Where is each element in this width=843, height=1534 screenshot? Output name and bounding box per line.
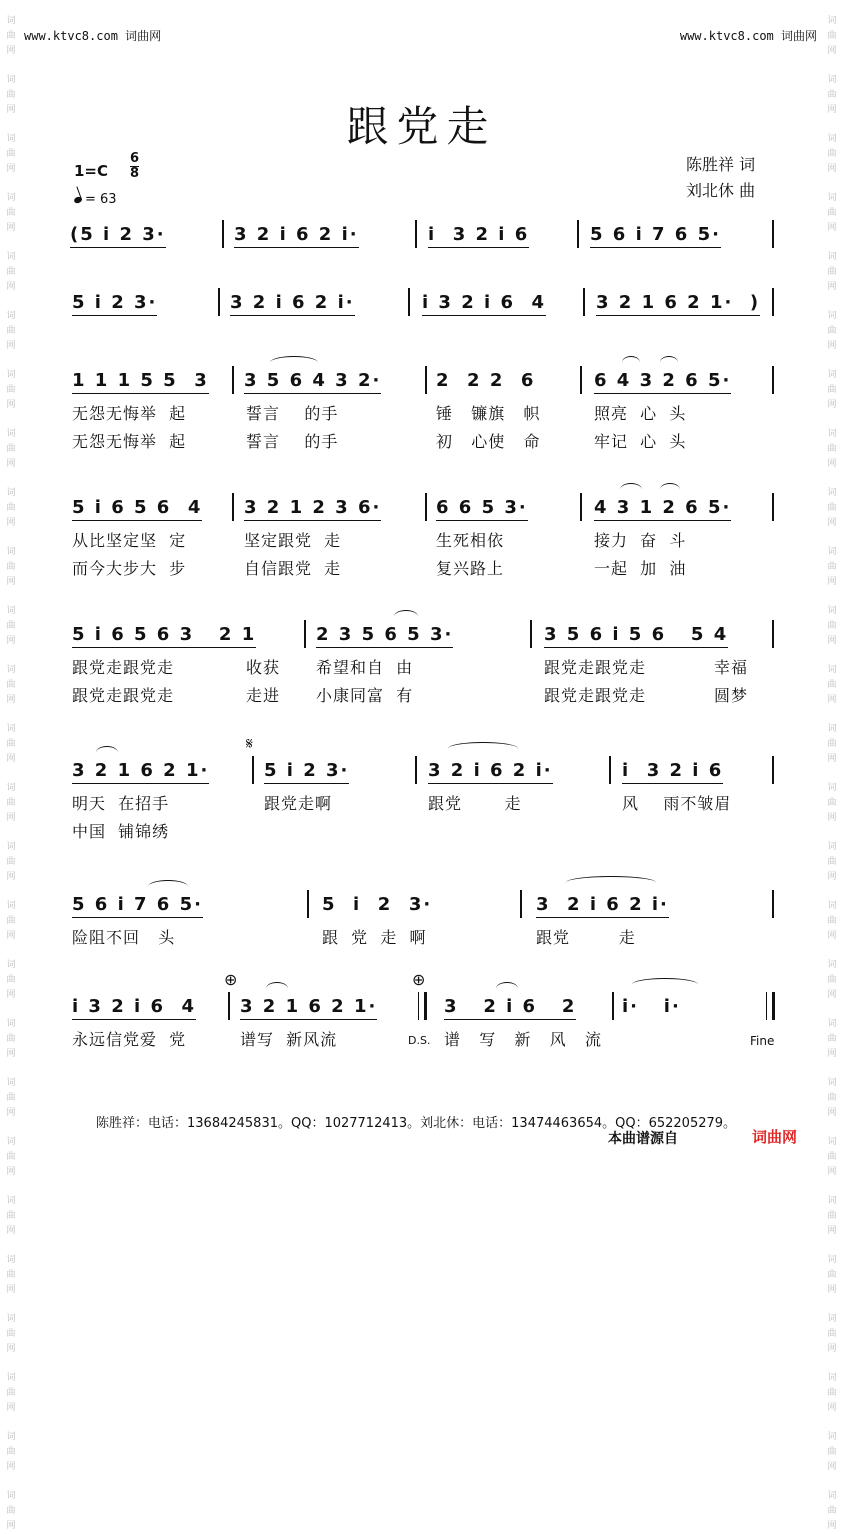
- watermark-text: 词 曲 网: [6, 134, 16, 174]
- barline: [580, 493, 582, 521]
- lyric: 誓言 的手: [246, 404, 339, 423]
- watermark-text: 词 曲 网: [827, 783, 837, 823]
- barline: [228, 992, 230, 1020]
- lyric: 谱写 新风流: [240, 1030, 338, 1049]
- watermark-text: 词 曲 网: [6, 1491, 16, 1531]
- barline: [520, 890, 522, 918]
- watermark-text: 词 曲 网: [6, 1432, 16, 1472]
- lyricist-credit: 陈胜祥 词: [686, 155, 756, 174]
- watermark-text: 词 曲 网: [6, 429, 16, 469]
- watermark-text: 词 曲 网: [827, 1196, 837, 1236]
- slur: [448, 742, 518, 755]
- lyric: 希望和自 由: [316, 658, 414, 677]
- watermark-text: 词 曲 网: [6, 1255, 16, 1295]
- lyric: 跟党走跟党走: [544, 658, 647, 677]
- watermark-text: 词 曲 网: [827, 1373, 837, 1413]
- measure: 3 2 1 6 2 1·: [240, 996, 377, 1020]
- barline: [307, 890, 309, 918]
- slur: [96, 746, 118, 759]
- watermark-text: 词 曲 网: [827, 1314, 837, 1354]
- watermark-text: 词 曲 网: [827, 134, 837, 174]
- key-signature: 1=C: [74, 162, 109, 180]
- measure: 1 1 1 5 5 3: [72, 370, 209, 394]
- slur: [394, 610, 418, 623]
- source-label: 本曲谱源自: [608, 1131, 678, 1147]
- lyrics-row-6b: [0, 819, 843, 841]
- barline: [232, 366, 234, 394]
- composer-credit: 刘北休 曲: [686, 181, 756, 200]
- time-signature: [130, 152, 139, 181]
- measure: 2 3 5 6 5 3·: [316, 624, 453, 648]
- measure: (5 i 2 3·: [70, 224, 166, 248]
- ds-mark: D.S.: [408, 1034, 431, 1047]
- watermark-text: 词 曲 网: [827, 1078, 837, 1118]
- lyric: 照亮 心 头: [594, 404, 687, 423]
- lyric: 险阻不回 头: [72, 928, 176, 947]
- final-barline: [766, 992, 775, 1020]
- barline: [772, 620, 774, 648]
- measure: 6 4 3 2 6 5·: [594, 370, 731, 394]
- lyric: 跟党 走: [428, 794, 522, 813]
- tempo-value: = 63: [85, 192, 117, 207]
- slur: [660, 483, 680, 496]
- lyrics-row-7a: [0, 925, 843, 947]
- watermark-text: 词 曲 网: [827, 75, 837, 115]
- watermark-text: 词 曲 网: [827, 842, 837, 882]
- measure: 2 2 2 6: [436, 370, 536, 391]
- watermark-text: 词 曲 网: [6, 252, 16, 292]
- watermark-text: 词 曲 网: [6, 1137, 16, 1177]
- lyric: 跟党 走: [536, 928, 636, 947]
- barline: [612, 992, 614, 1020]
- slur: [620, 483, 642, 496]
- watermark-text: 词 曲 网: [827, 252, 837, 292]
- watermark-text: 词 曲 网: [6, 901, 16, 941]
- watermark-text: 词 曲 网: [827, 370, 837, 410]
- barline: [772, 756, 774, 784]
- measure: 5 i 6 5 6 4: [72, 497, 202, 521]
- lyric: 无怨无悔举 起: [72, 432, 187, 451]
- segno-icon: 𝄋: [246, 734, 253, 753]
- watermark-text: 词 曲 网: [6, 1019, 16, 1059]
- slur: [632, 978, 698, 991]
- lyric: 跟党走啊: [264, 794, 333, 813]
- watermark-text: 词 曲 网: [827, 724, 837, 764]
- measure: 3 2 1 2 3 6·: [244, 497, 381, 521]
- slur: [622, 356, 640, 369]
- watermark-text: 词 曲 网: [6, 311, 16, 351]
- lyric: 中国 铺锦绣: [72, 822, 170, 841]
- lyric: 走进: [246, 686, 281, 705]
- watermark-text: 词 曲 网: [827, 606, 837, 646]
- meter-numerator: 6: [130, 151, 140, 166]
- contact-footer: 陈胜祥：电话：13684245831。QQ：1027712413。刘北休：电话：13474463654。QQ：652205279。: [96, 1116, 737, 1131]
- barline: [772, 220, 774, 248]
- measure: 6 6 5 3·: [436, 497, 528, 521]
- measure: 3 5 6 4 3 2·: [244, 370, 381, 394]
- measure: i 3 2 i 6 4: [422, 292, 546, 316]
- watermark-text: 词 曲 网: [827, 901, 837, 941]
- slur: [270, 356, 318, 369]
- slur: [266, 982, 288, 995]
- measure: 3 2 i 6 2: [444, 996, 576, 1020]
- measure: 3 2 1 6 2 1· ): [596, 292, 760, 316]
- lyrics-row-4a: [0, 528, 843, 550]
- lyric: 风 雨不皱眉: [622, 794, 732, 813]
- lyric: 明天 在招手: [72, 794, 170, 813]
- barline: [772, 890, 774, 918]
- watermark-text: 词 曲 网: [827, 193, 837, 233]
- quarter-note-icon: [73, 196, 83, 204]
- lyric: 跟党走跟党走: [72, 658, 175, 677]
- lyric: 复兴路上: [436, 559, 505, 578]
- barline: [232, 493, 234, 521]
- slur: [496, 982, 518, 995]
- watermark-text: 词 曲 网: [827, 1491, 837, 1531]
- brand-logo[interactable]: 词曲网: [752, 1128, 798, 1146]
- watermark-text: 词 曲 网: [6, 1373, 16, 1413]
- lyrics-row-3b: [0, 429, 843, 451]
- measure: 5 i 2 3·: [264, 760, 349, 784]
- measure: 3 2 i 6 2 i·: [536, 894, 669, 918]
- barline: [415, 756, 417, 784]
- fine-mark: Fine: [750, 1034, 775, 1048]
- repeat-barline: [418, 992, 427, 1020]
- barline: [218, 288, 220, 316]
- lyrics-row-3a: [0, 401, 843, 423]
- slur: [148, 880, 188, 893]
- tempo-mark: [74, 192, 117, 207]
- lyric: 从比坚定坚 定: [72, 531, 187, 550]
- lyric: 跟 党 走 啊: [322, 928, 427, 947]
- watermark-text: 词 曲 网: [827, 1255, 837, 1295]
- watermark-text: 词 曲 网: [6, 75, 16, 115]
- lyric: 永远信党爱 党: [72, 1030, 187, 1049]
- watermark-text: 词 曲 网: [6, 724, 16, 764]
- measure: i 3 2 i 6: [622, 760, 723, 784]
- watermark-text: 词 曲 网: [6, 1196, 16, 1236]
- watermark-text: 词 曲 网: [6, 370, 16, 410]
- score-row-5: [0, 624, 843, 656]
- song-title: 跟党走: [346, 102, 497, 151]
- score-row-1: [0, 224, 843, 256]
- measure: 5 i 2 3·: [322, 894, 433, 915]
- lyric: 幸福: [714, 658, 749, 677]
- barline: [609, 756, 611, 784]
- barline: [425, 493, 427, 521]
- barline: [583, 288, 585, 316]
- measure: 3 2 i 6 2 i·: [428, 760, 553, 784]
- lyric: 接力 奋 斗: [594, 531, 687, 550]
- header-site-right[interactable]: www.ktvc8.com 词曲网: [679, 29, 817, 43]
- slur: [566, 876, 656, 889]
- watermark-text: 词 曲 网: [6, 488, 16, 528]
- score-row-8: [0, 996, 843, 1028]
- measure: 5 i 2 3·: [72, 292, 157, 316]
- measure: 3 2 1 6 2 1·: [72, 760, 209, 784]
- lyric: 谱 写 新 风 流: [444, 1030, 603, 1049]
- watermark-text: 词 曲 网: [827, 960, 837, 1000]
- watermark-text: 词 曲 网: [6, 960, 16, 1000]
- barline: [772, 366, 774, 394]
- header-site-left[interactable]: www.ktvc8.com 词曲网: [24, 29, 162, 43]
- score-row-3: [0, 370, 843, 402]
- barline: [415, 220, 417, 248]
- watermark-text: 词 曲 网: [6, 783, 16, 823]
- watermark-text: 词 曲 网: [6, 547, 16, 587]
- slur: [660, 356, 678, 369]
- watermark-text: 词 曲 网: [6, 606, 16, 646]
- lyric: 收获: [246, 658, 281, 677]
- score-row-6: [0, 760, 843, 792]
- coda-icon: ⊕: [412, 970, 426, 989]
- lyric: 锤 镰旗 帜: [436, 404, 541, 423]
- measure: 3 2 i 6 2 i·: [234, 224, 359, 248]
- measure: 5 6 i 7 6 5·: [590, 224, 721, 248]
- barline: [408, 288, 410, 316]
- lyrics-row-5a: [0, 655, 843, 677]
- lyric: 跟党走跟党走: [72, 686, 175, 705]
- watermark-text: 词 曲 网: [827, 1432, 837, 1472]
- measure: 5 i 6 5 6 3 2 1: [72, 624, 256, 648]
- measure: 5 6 i 7 6 5·: [72, 894, 203, 918]
- lyrics-row-5b: [0, 683, 843, 705]
- measure: 4 3 1 2 6 5·: [594, 497, 731, 521]
- barline: [252, 756, 254, 784]
- lyric: 自信跟党 走: [244, 559, 342, 578]
- watermark-text: 词 曲 网: [6, 1078, 16, 1118]
- watermark-text: 词 曲 网: [6, 842, 16, 882]
- lyric: 一起 加 油: [594, 559, 687, 578]
- lyric: 跟党走跟党走: [544, 686, 647, 705]
- lyric: 无怨无悔举 起: [72, 404, 187, 423]
- measure: i 3 2 i 6 4: [72, 996, 196, 1020]
- barline: [772, 288, 774, 316]
- watermark-text: 词 曲 网: [6, 16, 16, 56]
- lyric: 生死相依: [436, 531, 505, 550]
- watermark-text: 词 曲 网: [827, 1137, 837, 1177]
- measure: 3 5 6 i 5 6 5 4: [544, 624, 728, 648]
- measure: i 3 2 i 6: [428, 224, 529, 248]
- barline: [772, 493, 774, 521]
- barline: [530, 620, 532, 648]
- lyric: 坚定跟党 走: [244, 531, 342, 550]
- watermark-text: 词 曲 网: [6, 1314, 16, 1354]
- lyrics-row-6a: [0, 791, 843, 813]
- lyric: 牢记 心 头: [594, 432, 687, 451]
- score-row-7: [0, 894, 843, 926]
- watermark-text: 词 曲 网: [6, 193, 16, 233]
- barline: [304, 620, 306, 648]
- meter-denominator: 8: [130, 166, 140, 181]
- barline: [580, 366, 582, 394]
- watermark-text: 词 曲 网: [827, 488, 837, 528]
- lyric: 初 心使 命: [436, 432, 541, 451]
- watermark-text: 词 曲 网: [827, 1019, 837, 1059]
- score-row-4: [0, 497, 843, 529]
- watermark-text: 词 曲 网: [6, 665, 16, 705]
- lyric: 圆梦: [714, 686, 749, 705]
- score-row-2: [0, 292, 843, 324]
- watermark-text: 词 曲 网: [827, 16, 837, 56]
- watermark-text: 词 曲 网: [827, 429, 837, 469]
- lyric: 小康同富 有: [316, 686, 414, 705]
- measure: i· i·: [622, 996, 681, 1017]
- lyrics-row-4b: [0, 556, 843, 578]
- barline: [577, 220, 579, 248]
- watermark-text: 词 曲 网: [827, 311, 837, 351]
- measure: 3 2 i 6 2 i·: [230, 292, 355, 316]
- coda-icon: ⊕: [224, 970, 238, 989]
- lyric: 誓言 的手: [246, 432, 339, 451]
- lyric: 而今大步大 步: [72, 559, 187, 578]
- watermark-text: 词 曲 网: [827, 665, 837, 705]
- barline: [222, 220, 224, 248]
- watermark-text: 词 曲 网: [827, 547, 837, 587]
- barline: [425, 366, 427, 394]
